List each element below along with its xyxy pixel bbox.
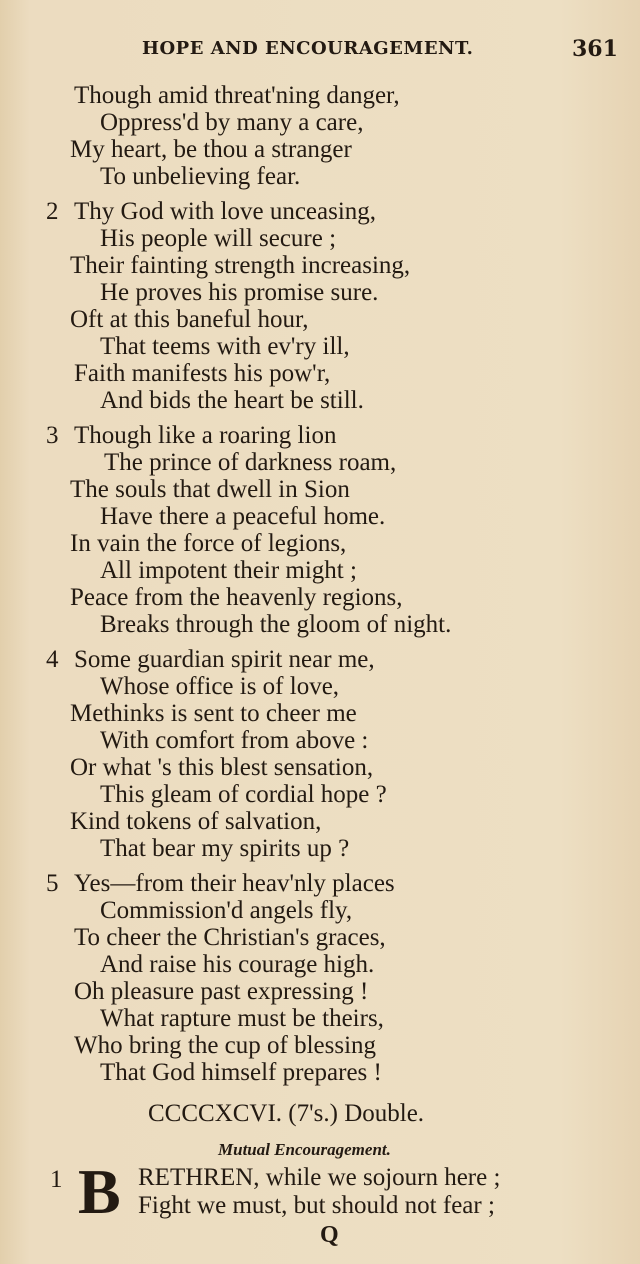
verse-line: Oft at this baneful hour, (70, 306, 309, 333)
verse-line: Their fainting strength increasing, (70, 252, 411, 279)
verse-line: That teems with ev'ry ill, (100, 333, 350, 360)
verse-line: Or what 's this blest sensation, (70, 754, 374, 781)
stanza-number: 4 (46, 646, 59, 673)
stanza-number: 3 (46, 422, 59, 449)
verse-line: In vain the force of legions, (70, 530, 347, 557)
verse-line: He proves his promise sure. (100, 279, 379, 306)
verse-line: Some guardian spirit near me, (74, 646, 375, 673)
verse-line: Kind tokens of salvation, (70, 808, 322, 835)
verse-line: Oh pleasure past expressing ! (74, 978, 369, 1005)
verse-line: The souls that dwell in Sion (70, 476, 350, 503)
drop-cap: B (78, 1156, 121, 1227)
hymn-subtitle: Mutual Encouragement. (218, 1140, 391, 1159)
stanza-number: 5 (46, 870, 59, 897)
verse-line: Peace from the heavenly regions, (70, 584, 403, 611)
stanza-number: 1 (50, 1166, 63, 1193)
verse-line: And bids the heart be still. (100, 387, 364, 414)
verse-line: Commission'd angels fly, (100, 897, 353, 924)
verse-line: Have there a peaceful home. (100, 503, 386, 530)
verse-line: Who bring the cup of blessing (74, 1032, 377, 1059)
hymn-title: CCCCXCVI. (7's.) Double. (148, 1100, 425, 1127)
verse-line: To unbelieving fear. (100, 163, 301, 190)
verse-line: Fight we must, but should not fear ; (138, 1192, 495, 1219)
verse-line: All impotent their might ; (100, 557, 357, 584)
page-number: 361 (572, 36, 618, 62)
verse-line: RETHREN, while we sojourn here ; (138, 1164, 501, 1191)
verse-line: The prince of darkness roam, (104, 449, 397, 476)
verse-line: And raise his courage high. (100, 951, 375, 978)
verse-line: Oppress'd by many a care, (100, 109, 364, 136)
verse-line: His people will secure ; (100, 225, 337, 252)
verse-line: Methinks is sent to cheer me (70, 700, 357, 727)
stanza-number: 2 (46, 198, 59, 225)
verse-line: Yes—from their heav'nly places (74, 870, 395, 897)
page-header (0, 36, 640, 66)
verse-line: That God himself prepares ! (100, 1059, 382, 1086)
verse-line: My heart, be thou a stranger (70, 136, 352, 163)
verse-line: Thy God with love unceasing, (74, 198, 377, 225)
verse-line: Whose office is of love, (100, 673, 340, 700)
signature-mark: Q (320, 1222, 339, 1248)
verse-line: That bear my spirits up ? (100, 835, 350, 862)
verse-line: Breaks through the gloom of night. (100, 611, 452, 638)
verse-line: This gleam of cordial hope ? (100, 781, 387, 808)
verse-line: What rapture must be theirs, (100, 1005, 384, 1032)
verse-line: Faith manifests his pow'r, (74, 360, 331, 387)
running-head: HOPE AND ENCOURAGEMENT. (142, 38, 474, 59)
verse-line: Though amid threat'ning danger, (74, 82, 400, 109)
verse-line: To cheer the Christian's graces, (74, 924, 386, 951)
verse-line: With comfort from above : (100, 727, 369, 754)
verse-line: Though like a roaring lion (74, 422, 337, 449)
